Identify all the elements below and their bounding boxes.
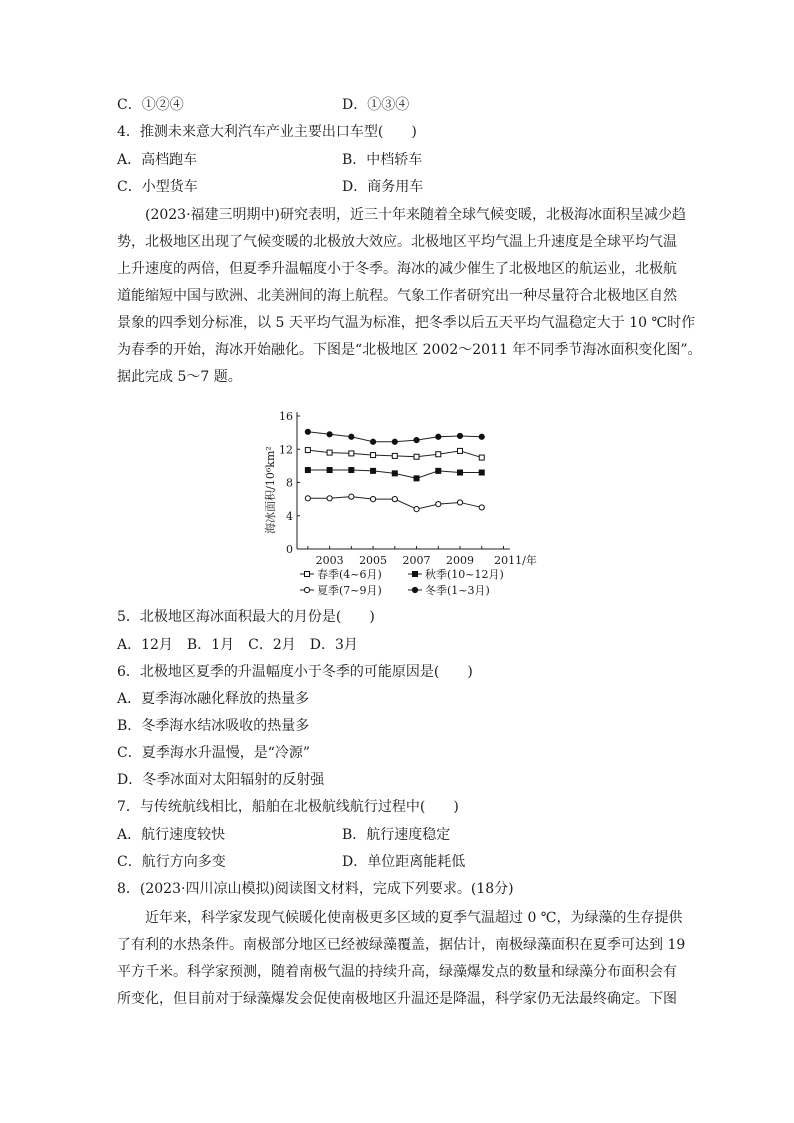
- q3-option-c: C．①②④: [117, 97, 184, 113]
- series-group: [305, 494, 484, 512]
- q7-option-c: C．航行方向多变: [117, 854, 226, 870]
- legend-label: 夏季(7~9月): [317, 584, 382, 597]
- series-group: [305, 429, 484, 444]
- q6-option-b: B．冬季海水结冰吸收的热量多: [117, 718, 310, 734]
- data-point: [458, 470, 463, 475]
- y-tick-label: 4: [286, 509, 293, 523]
- y-tick-label: 12: [279, 443, 293, 457]
- material2-line: 近年来，科学家发现气候暖化使南极更多区域的夏季气温超过 0 ℃，为绿藻的生存提供: [145, 910, 683, 926]
- data-point: [349, 451, 354, 456]
- x-tick-label: 2007: [402, 554, 431, 567]
- data-point: [370, 439, 375, 444]
- data-point: [414, 454, 419, 459]
- data-point: [479, 434, 484, 439]
- data-point: [458, 448, 463, 453]
- data-point: [305, 448, 310, 453]
- data-point: [305, 496, 310, 501]
- q4-stem: 4．推测未来意大利汽车产业主要出口车型( ): [117, 124, 417, 140]
- data-point: [370, 497, 375, 502]
- series-group: [305, 468, 484, 481]
- data-point: [392, 453, 397, 458]
- data-point: [413, 572, 418, 577]
- legend-label: 秋季(10~12月): [425, 568, 504, 581]
- q4-option-a: A．高档跑车: [117, 152, 198, 168]
- q6-option-d: D．冬季冰面对太阳辐射的反射强: [117, 772, 325, 788]
- data-point: [305, 468, 310, 473]
- data-point: [304, 587, 309, 592]
- chart-legend: [300, 567, 504, 597]
- q3-option-d: D．①③④: [342, 97, 410, 113]
- q7-option-a: A．航行速度较快: [117, 827, 226, 843]
- q7-stem: 7．与传统航线相比，船舶在北极航线航行过程中( ): [117, 799, 459, 815]
- q6-option-c: C．夏季海水升温慢，是“冷源”: [117, 745, 311, 761]
- data-point: [349, 468, 354, 473]
- material1-line: 上升速度的两倍，但夏季升温幅度小于冬季。海冰的减少催生了北极地区的航运业，北极航: [117, 261, 677, 277]
- q4-option-c: C．小型货车: [117, 179, 198, 195]
- data-point: [412, 587, 417, 592]
- q7-option-d: D．单位距离能耗低: [342, 854, 466, 870]
- chart-series: [305, 429, 484, 512]
- data-point: [414, 438, 419, 443]
- data-point: [436, 502, 441, 507]
- data-point: [392, 497, 397, 502]
- data-point: [457, 500, 462, 505]
- q5-options: A．12月 B．1月 C．2月 D．3月: [117, 637, 358, 653]
- data-point: [371, 453, 376, 458]
- y-tick-label: 0: [286, 543, 293, 556]
- material2-line: 所变化，但目前对于绿藻爆发会促使南极地区升温还是降温，科学家仍无法最终确定。下图: [117, 991, 677, 1007]
- q6-option-a: A．夏季海冰融化释放的热量多: [117, 691, 310, 707]
- chart-axes: [279, 410, 537, 567]
- q8-stem: 8．(2023·四川凉山模拟)阅读图文材料，完成下列要求。(18分): [117, 881, 514, 897]
- data-point: [457, 433, 462, 438]
- x-tick-label: 2005: [359, 554, 388, 567]
- material1-line: 道能缩短中国与欧洲、北美洲间的海上航程。气象工作者研究出一种尽量符合北极地区自然: [117, 288, 677, 304]
- data-point: [392, 439, 397, 444]
- x-tick-label: 2011/年: [494, 554, 537, 567]
- material1-line: (2023·福建三明期中)研究表明，近三十年来随着全球气候变暖，北极海冰面积呈减少趋: [145, 207, 687, 223]
- sea-ice-area-chart: [260, 408, 540, 608]
- data-point: [327, 496, 332, 501]
- data-point: [414, 507, 419, 512]
- data-point: [327, 432, 332, 437]
- q4-option-d: D．商务用车: [342, 179, 424, 195]
- data-point: [436, 434, 441, 439]
- material2-line: 了有利的水热条件。南极部分地区已经被绿藻覆盖，据估计，南极绿藻面积在夏季可达到 19: [117, 937, 686, 953]
- series-group: [305, 448, 484, 460]
- q5-stem: 5．北极地区海冰面积最大的月份是( ): [117, 609, 375, 625]
- data-point: [327, 450, 332, 455]
- data-point: [305, 429, 310, 434]
- data-point: [305, 572, 310, 577]
- data-point: [436, 468, 441, 473]
- material1-line: 景象的四季划分标准，以 5 天平均气温为标准，把冬季以后五天平均气温稳定大于 10 ℃时作: [117, 315, 696, 331]
- y-tick-label: 8: [286, 476, 293, 490]
- legend-label: 冬季(1~3月): [425, 584, 490, 597]
- data-point: [349, 434, 354, 439]
- x-tick-label: 2003: [315, 554, 344, 567]
- material1-line: 据此完成 5～7 题。: [117, 369, 242, 385]
- data-point: [479, 470, 484, 475]
- data-point: [414, 476, 419, 481]
- q6-stem: 6．北极地区夏季的升温幅度小于冬季的可能原因是( ): [117, 664, 473, 680]
- data-point: [436, 452, 441, 457]
- data-point: [479, 505, 484, 510]
- x-tick-label: 2009: [446, 554, 475, 567]
- data-point: [371, 468, 376, 473]
- material1-line: 为春季的开始，海冰开始融化。下图是“北极地区 2002～2011 年不同季节海冰面积变化图”。: [117, 342, 702, 358]
- data-point: [349, 494, 354, 499]
- data-point: [392, 471, 397, 476]
- data-point: [479, 455, 484, 460]
- material1-line: 势，北极地区出现了气候变暖的北极放大效应。北极地区平均气温上升速度是全球平均气温: [117, 234, 677, 250]
- y-tick-label: 16: [279, 410, 293, 423]
- legend-label: 春季(4~6月): [317, 568, 382, 581]
- q7-option-b: B．航行速度稳定: [342, 827, 451, 843]
- data-point: [327, 468, 332, 473]
- material2-line: 平方千米。科学家预测，随着南极气温的持续升高，绿藻爆发点的数量和绿藻分布面积会有: [117, 964, 677, 980]
- y-axis-label: 海冰面积/10⁶km²: [264, 446, 277, 534]
- q4-option-b: B．中档轿车: [342, 152, 423, 168]
